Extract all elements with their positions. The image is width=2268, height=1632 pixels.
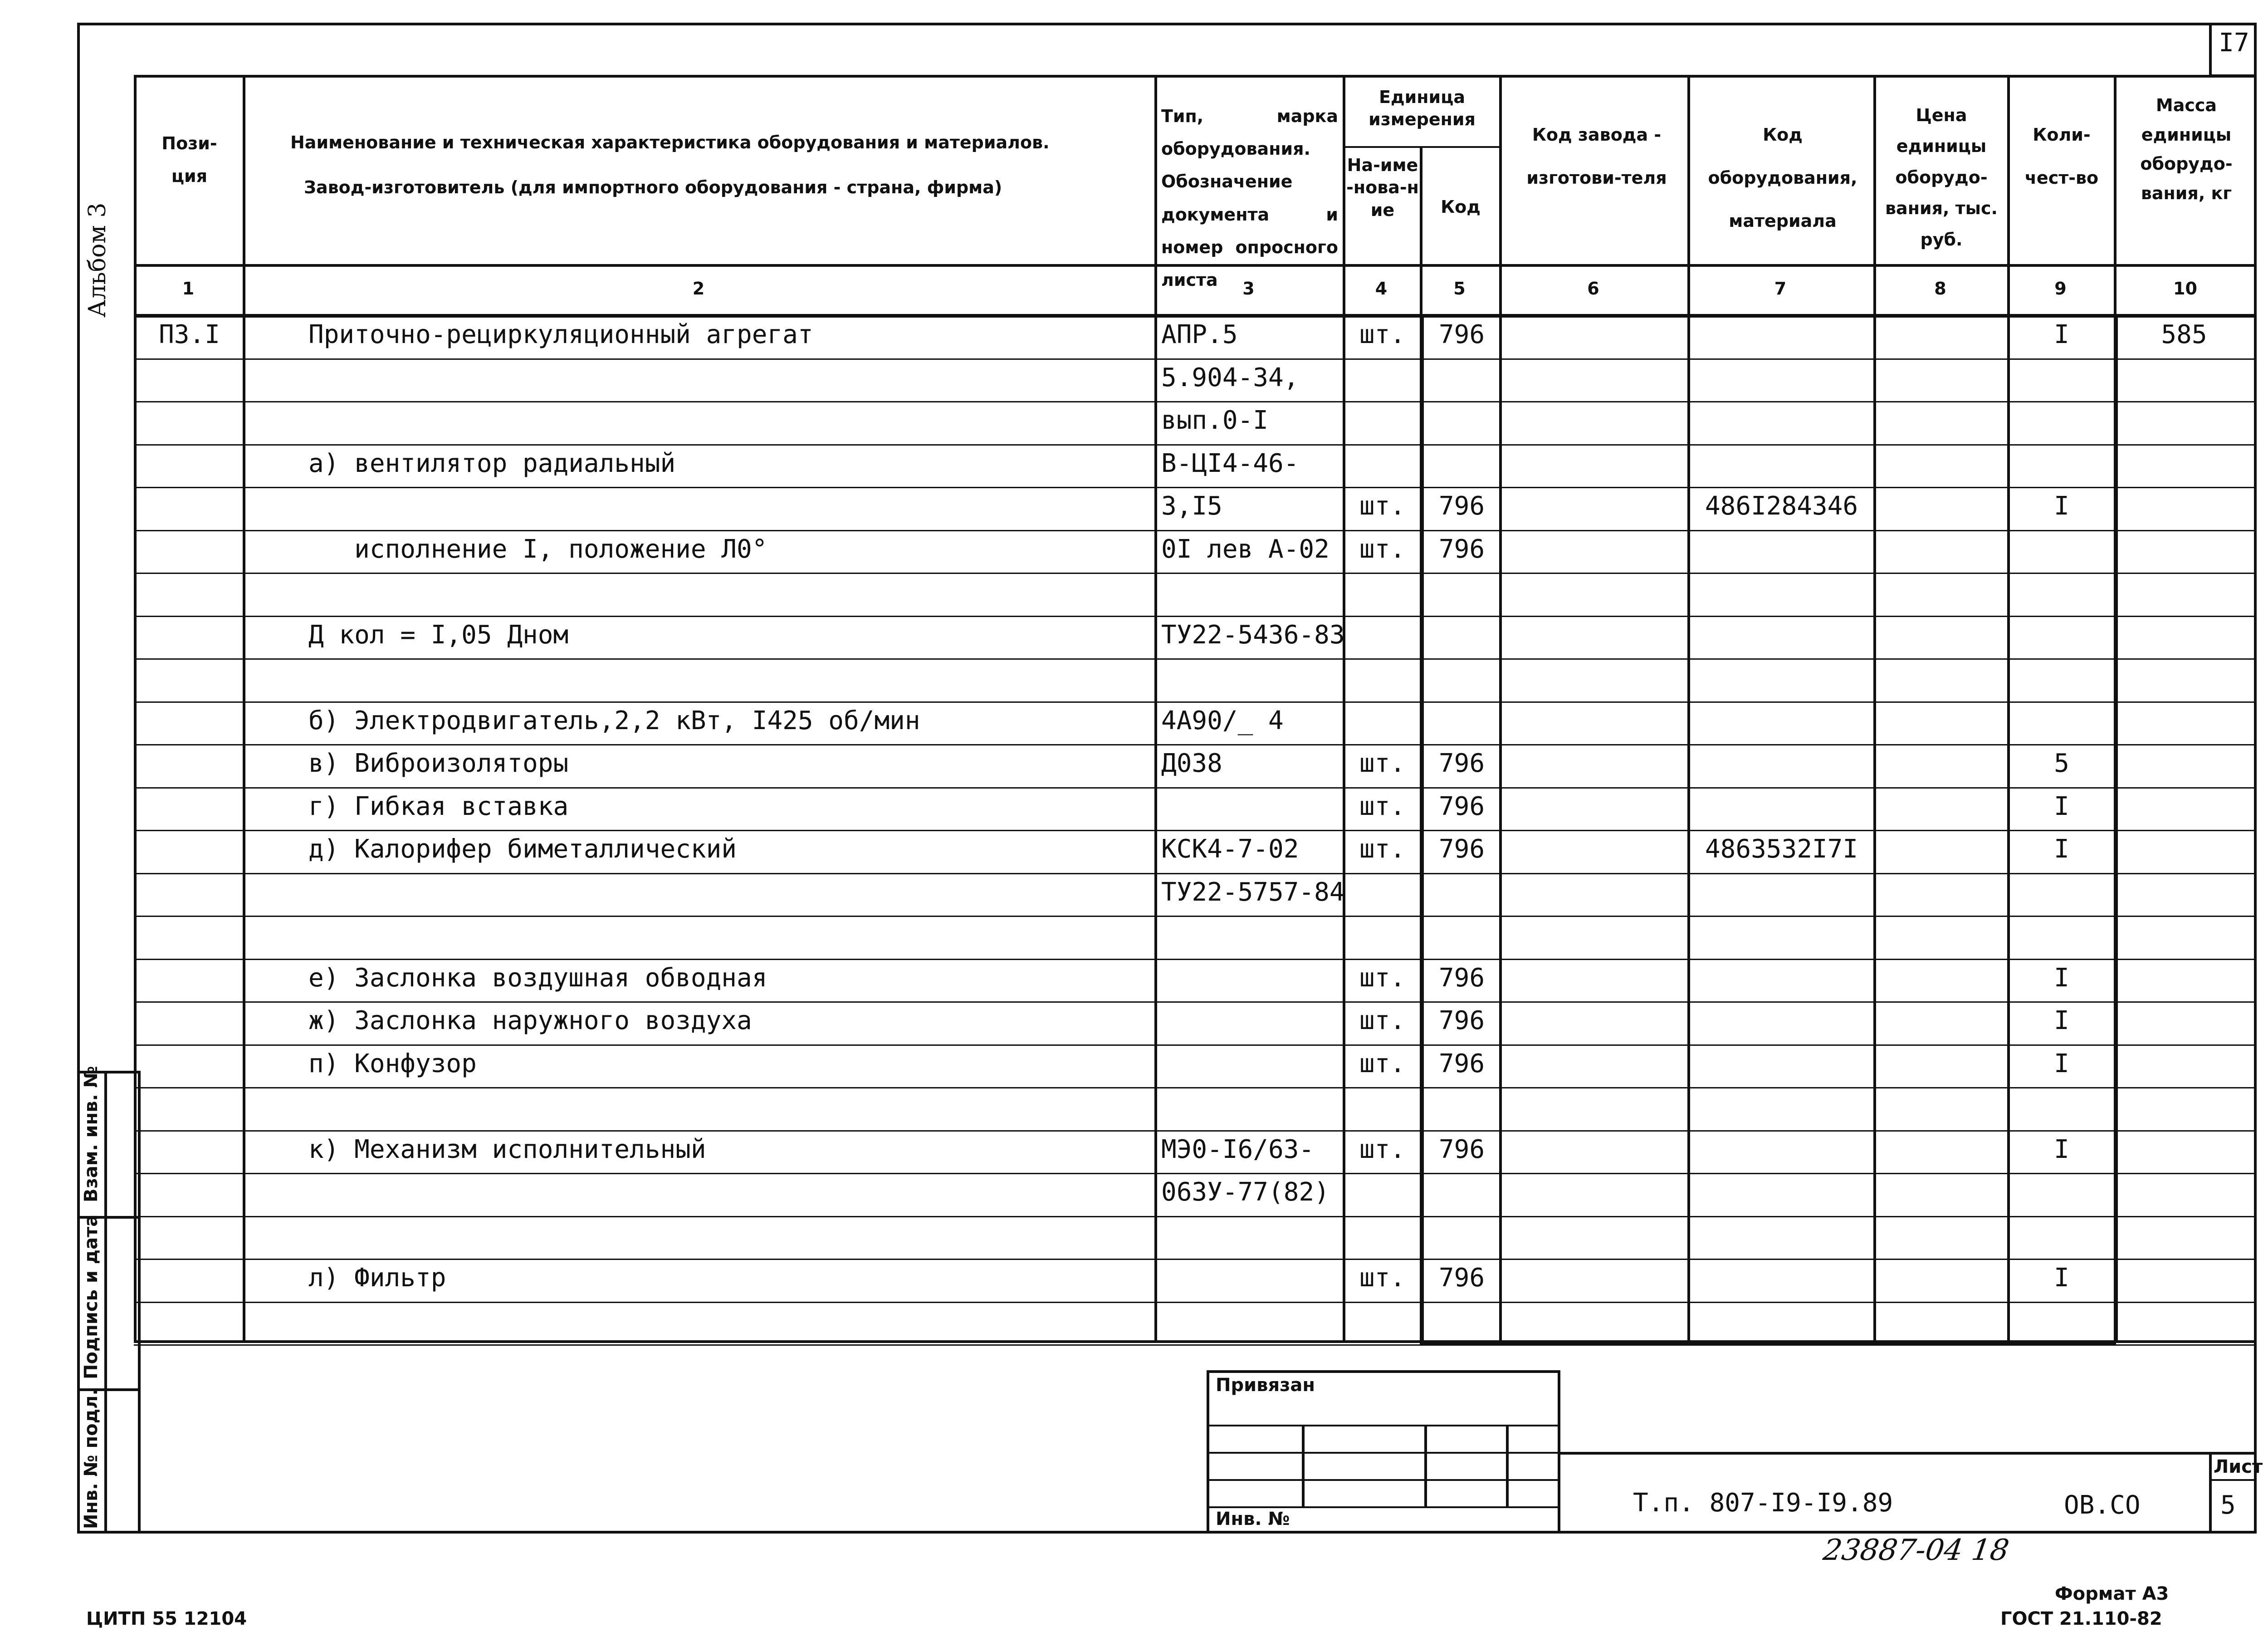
- header-name: Наименование и техническая характеристика оборудования и материалов. Завод-изготовитель (для импортного оборудования - страна, фирма): [290, 132, 1050, 197]
- row-divider: [134, 487, 2257, 488]
- table-cell-type: 0I лев А-02: [1161, 534, 1330, 564]
- row-divider: [134, 1259, 2257, 1260]
- row-divider: [134, 1302, 2257, 1303]
- footer-left: ЦИТП 55 12104: [86, 1608, 247, 1629]
- table-cell-code: 796: [1438, 1049, 1485, 1078]
- table-cell-unit: шт.: [1359, 534, 1406, 564]
- table-cell-type: 3,I5: [1161, 491, 1222, 521]
- row-divider: [134, 744, 2257, 745]
- table-cell-type: АПР.5: [1161, 320, 1238, 349]
- table-cell-mass: 585: [2161, 320, 2207, 349]
- table-cell-name: е) Заслонка воздушная обводная: [308, 963, 767, 993]
- table-cell-type: КСК4-7-02: [1161, 834, 1299, 864]
- handwritten-number: 23887-04 18: [1821, 1534, 2011, 1567]
- header-unit-name: На-име-нова-ние: [1346, 155, 1419, 220]
- header-mass: Масса единицы оборудо-вания, кг: [2140, 95, 2233, 203]
- row-divider: [134, 1087, 2257, 1088]
- table-cell-code: 796: [1438, 963, 1485, 993]
- bind-label: Привязан: [1216, 1375, 1315, 1396]
- table-cell-type: 063У-77(82): [1161, 1177, 1330, 1207]
- top-sheet-number: I7: [2219, 28, 2249, 58]
- row-divider: [134, 830, 2257, 831]
- table-cell-type: ТУ22-5436-83: [1161, 620, 1345, 650]
- table-cell-type: 4А90/_ 4: [1161, 706, 1284, 735]
- table-cell-name: Приточно-рециркуляционный агрегат: [308, 320, 813, 349]
- row-divider: [134, 1216, 2257, 1217]
- row-divider: [134, 1173, 2257, 1174]
- table-cell-type: 5.904-34,: [1161, 363, 1299, 392]
- table-cell-name: в) Виброизоляторы: [308, 749, 569, 778]
- header-type: Тип, марка оборудования. Обозначение документа и номер опросного листа: [1161, 106, 1338, 290]
- table-cell-unit: шт.: [1359, 320, 1406, 349]
- colnum-8: 8: [1934, 279, 1946, 299]
- row-divider: [134, 701, 2257, 703]
- table-cell-code: 796: [1438, 749, 1485, 778]
- table-cell-qty: I: [2054, 792, 2069, 821]
- inv-label: Инв. №: [1216, 1509, 1290, 1529]
- table-cell-qty: I: [2054, 1135, 2069, 1164]
- colnum-9: 9: [2054, 279, 2067, 299]
- colnum-2: 2: [692, 279, 705, 299]
- colnum-3: 3: [1242, 279, 1255, 299]
- table-cell-type: вып.0-I: [1161, 406, 1269, 435]
- header-price: Цена единицы оборудо-вания, тыс. руб.: [1885, 105, 1998, 250]
- table-cell-code: 796: [1438, 792, 1485, 821]
- colnum-10: 10: [2173, 279, 2197, 299]
- doc-code: Т.п. 807-I9-I9.89: [1633, 1488, 1893, 1518]
- table-cell-code: 796: [1438, 491, 1485, 521]
- header-unit-group: Единица измерения: [1369, 87, 1476, 130]
- row-divider: [134, 916, 2257, 917]
- row-divider: [134, 358, 2257, 360]
- row-divider: [134, 444, 2257, 446]
- row-divider: [134, 873, 2257, 874]
- table-cell-unit: шт.: [1359, 963, 1406, 993]
- colnum-5: 5: [1453, 279, 1466, 299]
- table-cell-qty: I: [2054, 1049, 2069, 1078]
- table-cell-unit: шт.: [1359, 1263, 1406, 1293]
- side-podpis: Подпись и дата: [81, 1214, 102, 1379]
- table-cell-name: п) Конфузор: [308, 1049, 477, 1078]
- row-divider: [134, 401, 2257, 402]
- table-cell-name: б) Электродвигатель,2,2 кВт, I425 об/мин: [308, 706, 920, 735]
- row-divider: [134, 530, 2257, 531]
- row-divider: [134, 616, 2257, 617]
- table-cell-qty: 5: [2054, 749, 2069, 778]
- header-equip-code: Код оборудования, материала: [1708, 125, 1857, 231]
- footer-format: Формат А3: [2055, 1583, 2169, 1604]
- header-unit-code: Код: [1441, 197, 1481, 217]
- column-numbers: [134, 272, 2257, 309]
- row-divider: [134, 1044, 2257, 1046]
- table-cell-unit: шт.: [1359, 792, 1406, 821]
- row-divider: [134, 573, 2257, 574]
- table-cell-unit: шт.: [1359, 1135, 1406, 1164]
- table-cell-code: 796: [1438, 320, 1485, 349]
- footer-gost: ГОСТ 21.110-82: [2000, 1608, 2162, 1629]
- side-vzam: Взам. инв. №: [81, 1066, 102, 1202]
- table-cell-name: г) Гибкая вставка: [308, 792, 569, 821]
- table-cell-unit: шт.: [1359, 1006, 1406, 1035]
- table-cell-code: 796: [1438, 1006, 1485, 1035]
- colnum-6: 6: [1587, 279, 1599, 299]
- table-cell-pos: ПЗ.I: [159, 320, 220, 349]
- table-cell-name: Д кол = I,05 Дном: [308, 620, 569, 650]
- table-cell-type: ТУ22-5757-84: [1161, 877, 1345, 907]
- table-cell-name: к) Механизм исполнительный: [308, 1135, 706, 1164]
- colnum-7: 7: [1774, 279, 1787, 299]
- table-cell-name: л) Фильтр: [308, 1263, 446, 1293]
- table-cell-code: 796: [1438, 1263, 1485, 1293]
- header-maker-code: Код завода - изготови-теля: [1526, 125, 1667, 188]
- table-cell-type: В-ЦI4-46-: [1161, 449, 1299, 478]
- table-cell-equip: 4863532I7I: [1705, 834, 1858, 864]
- list-label: Лист: [2214, 1456, 2263, 1477]
- table-cell-qty: I: [2054, 963, 2069, 993]
- header-position: Пози- ция: [161, 133, 217, 186]
- table-cell-unit: шт.: [1359, 749, 1406, 778]
- table-cell-name: д) Калорифер биметаллический: [308, 834, 737, 864]
- table-cell-name: а) вентилятор радиальный: [308, 449, 676, 478]
- table-cell-unit: шт.: [1359, 1049, 1406, 1078]
- table-cell-qty: I: [2054, 1263, 2069, 1293]
- table-cell-name: ж) Заслонка наружного воздуха: [308, 1006, 752, 1035]
- table-cell-qty: I: [2054, 320, 2069, 349]
- side-inv: Инв. № подл.: [81, 1388, 102, 1529]
- table-cell-equip: 486I284346: [1705, 491, 1858, 521]
- table-cell-qty: I: [2054, 491, 2069, 521]
- table-cell-name: исполнение I, положение Л0°: [308, 534, 767, 564]
- header-qty: Коли-чест-во: [2024, 125, 2099, 188]
- row-divider: [134, 658, 2257, 660]
- album-label: Альбом 3: [84, 202, 111, 318]
- table-cell-type: МЭ0-I6/63-: [1161, 1135, 1315, 1164]
- table-cell-code: 796: [1438, 534, 1485, 564]
- list-number: 5: [2220, 1490, 2236, 1520]
- table-cell-qty: I: [2054, 834, 2069, 864]
- row-divider: [134, 1344, 2257, 1346]
- table-cell-type: Д038: [1161, 749, 1222, 778]
- table-cell-code: 796: [1438, 1135, 1485, 1164]
- colnum-4: 4: [1375, 279, 1388, 299]
- row-divider: [134, 1001, 2257, 1003]
- row-divider: [134, 787, 2257, 789]
- table-cell-unit: шт.: [1359, 491, 1406, 521]
- table-cell-code: 796: [1438, 834, 1485, 864]
- row-divider: [134, 1130, 2257, 1132]
- table-cell-qty: I: [2054, 1006, 2069, 1035]
- colnum-1: 1: [182, 279, 195, 299]
- table-cell-unit: шт.: [1359, 834, 1406, 864]
- row-divider: [134, 959, 2257, 960]
- doc-mark: ОВ.СО: [2064, 1490, 2141, 1520]
